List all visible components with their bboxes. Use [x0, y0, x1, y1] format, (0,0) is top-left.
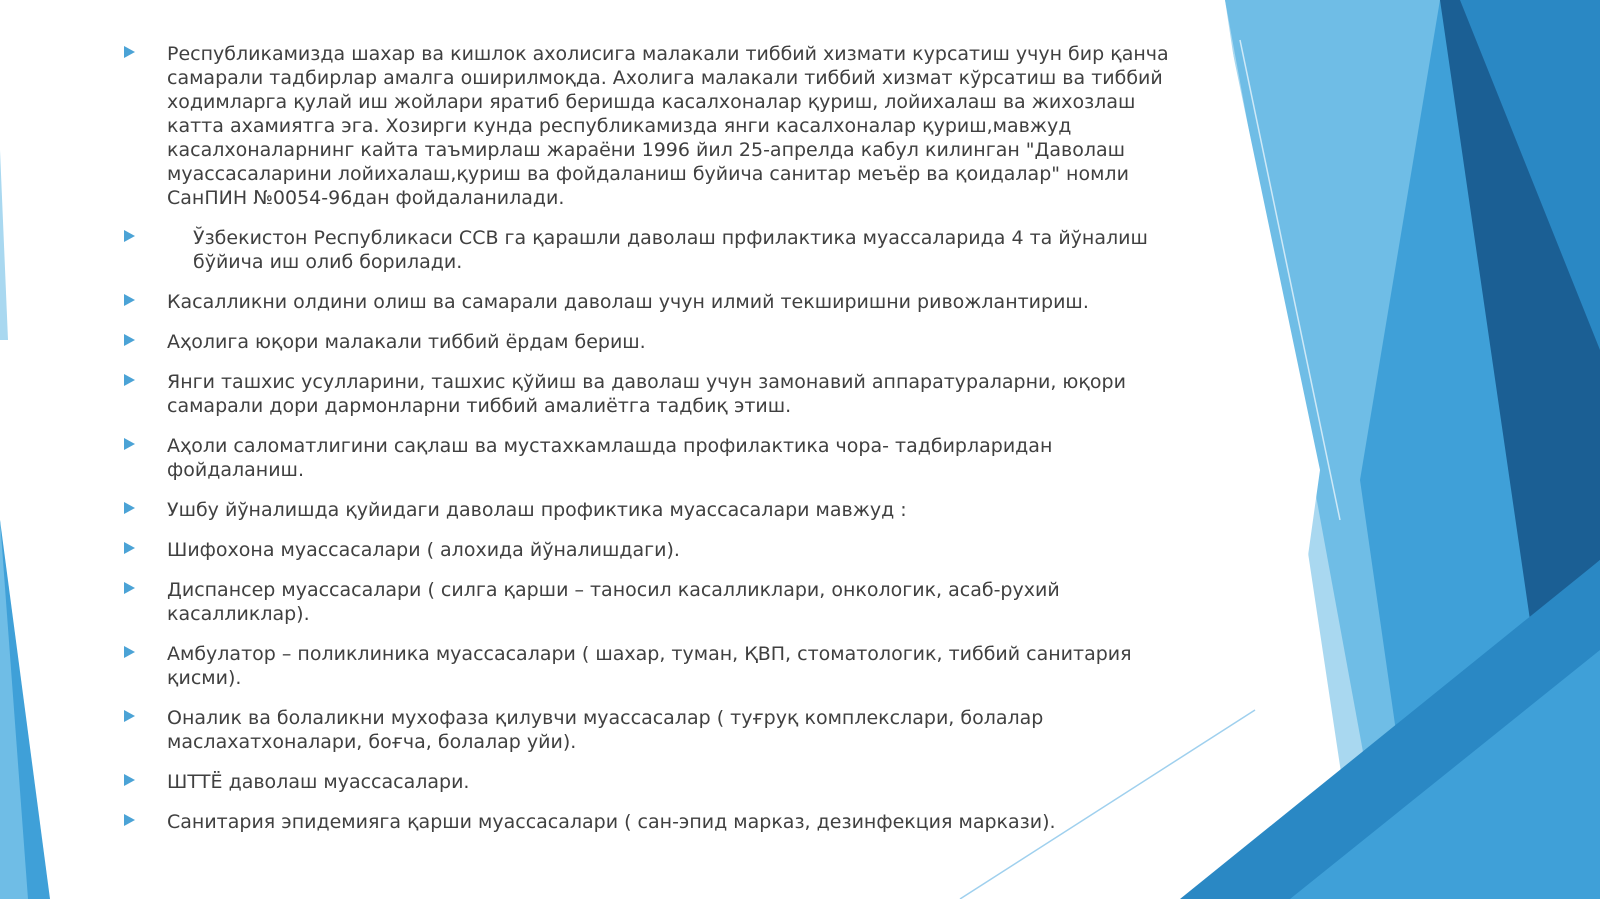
bullet-list: [122, 42, 1182, 850]
triangle-bullet-icon: [124, 774, 135, 786]
bullet-item: [122, 434, 1182, 482]
bullet-text: Амбулатор – поликлиника муассасалари ( шахар, туман, ҚВП, стоматологик, тиббий санитария қисми).: [167, 643, 1132, 689]
triangle-bullet-icon: [124, 230, 135, 242]
bullet-text: Шифохона муассасалари ( алохида йўналишдаги).: [167, 539, 680, 561]
bullet-text: Диспансер муассасалари ( силга қарши – таносил касалликлари, онкологик, асаб-рухий касалликлар).: [167, 579, 1060, 625]
bullet-text: Республикамизда шахар ва кишлок ахолисига малакали тиббий хизмати курсатиш учун бир қанча самарали тадбирлар амалга оширилмоқда. Ахолига малакали тиббий хизмат кўрсатиш ва тиббий ходимларга қулай иш жойлари яратиб беришда касалхоналар қуриш, лойихалаш ва жихозлаш катта ахамиятга эга. Хозирги кунда республикамизда янги касалхоналар қуриш,мавжуд касалхоналарнинг кайта таъмирлаш жараёни 1996 йил 25-апрелда кабул килинган "Даволаш муассасаларини лойихалаш,қуриш ва фойдаланиш буйича санитар меъёр ва қоидалар" номли СанПИН №0054-96дан фойдаланилади.: [167, 43, 1169, 209]
bullet-text: Аҳолига юқори малакали тиббий ёрдам бериш.: [167, 331, 646, 353]
triangle-bullet-icon: [124, 374, 135, 386]
triangle-bullet-icon: [124, 646, 135, 658]
bullet-text: Оналик ва болаликни мухофаза қилувчи муассасалар ( туғруқ комплекслари, болалар маслахатхоналари, боғча, болалар уйи).: [167, 707, 1044, 753]
bullet-item: [122, 330, 1182, 354]
triangle-bullet-icon: [124, 502, 135, 514]
bullet-item: [122, 578, 1182, 626]
triangle-bullet-icon: [124, 582, 135, 594]
bullet-text: Аҳоли саломатлигини сақлаш ва мустахкамлашда профилактика чора- тадбирларидан фойдаланиш.: [167, 435, 1053, 481]
triangle-bullet-icon: [124, 814, 135, 826]
triangle-bullet-icon: [124, 46, 135, 58]
bullet-item: [122, 706, 1182, 754]
triangle-bullet-icon: [124, 710, 135, 722]
bullet-text: Ушбу йўналишда қуйидаги даволаш профиктика муассасалари мавжуд :: [167, 499, 907, 521]
triangle-bullet-icon: [124, 542, 135, 554]
bullet-item: [122, 498, 1182, 522]
bullet-text: Ўзбекистон Республикаси ССВ га қарашли даволаш прфилактика муассаларида 4 та йўналиш бўйича иш олиб борилади.: [193, 227, 1148, 273]
bullet-item: [122, 538, 1182, 562]
bullet-text: Янги ташхис усулларини, ташхис қўйиш ва даволаш учун замонавий аппаратураларни, юқори самарали дори дармонларни тиббий амалиётга тадбиқ этиш.: [167, 371, 1126, 417]
bullet-text: Касалликни олдини олиш ва самарали даволаш учун илмий текширишни ривожлантириш.: [167, 291, 1089, 313]
bullet-item: [122, 290, 1182, 314]
decor-left-facet-top: [0, 150, 8, 340]
bullet-item: [122, 642, 1182, 690]
triangle-bullet-icon: [124, 334, 135, 346]
bullet-item: [122, 226, 1182, 274]
bullet-text: ШТТЁ даволаш муассасалари.: [167, 771, 470, 793]
triangle-bullet-icon: [124, 438, 135, 450]
bullet-item: [122, 770, 1182, 794]
bullet-text: Санитария эпидемияга қарши муассасалари ( сан-эпид марказ, дезинфекция маркази).: [167, 811, 1056, 833]
bullet-item: [122, 370, 1182, 418]
bullet-item: [122, 810, 1182, 834]
bullet-item: [122, 42, 1182, 210]
triangle-bullet-icon: [124, 294, 135, 306]
